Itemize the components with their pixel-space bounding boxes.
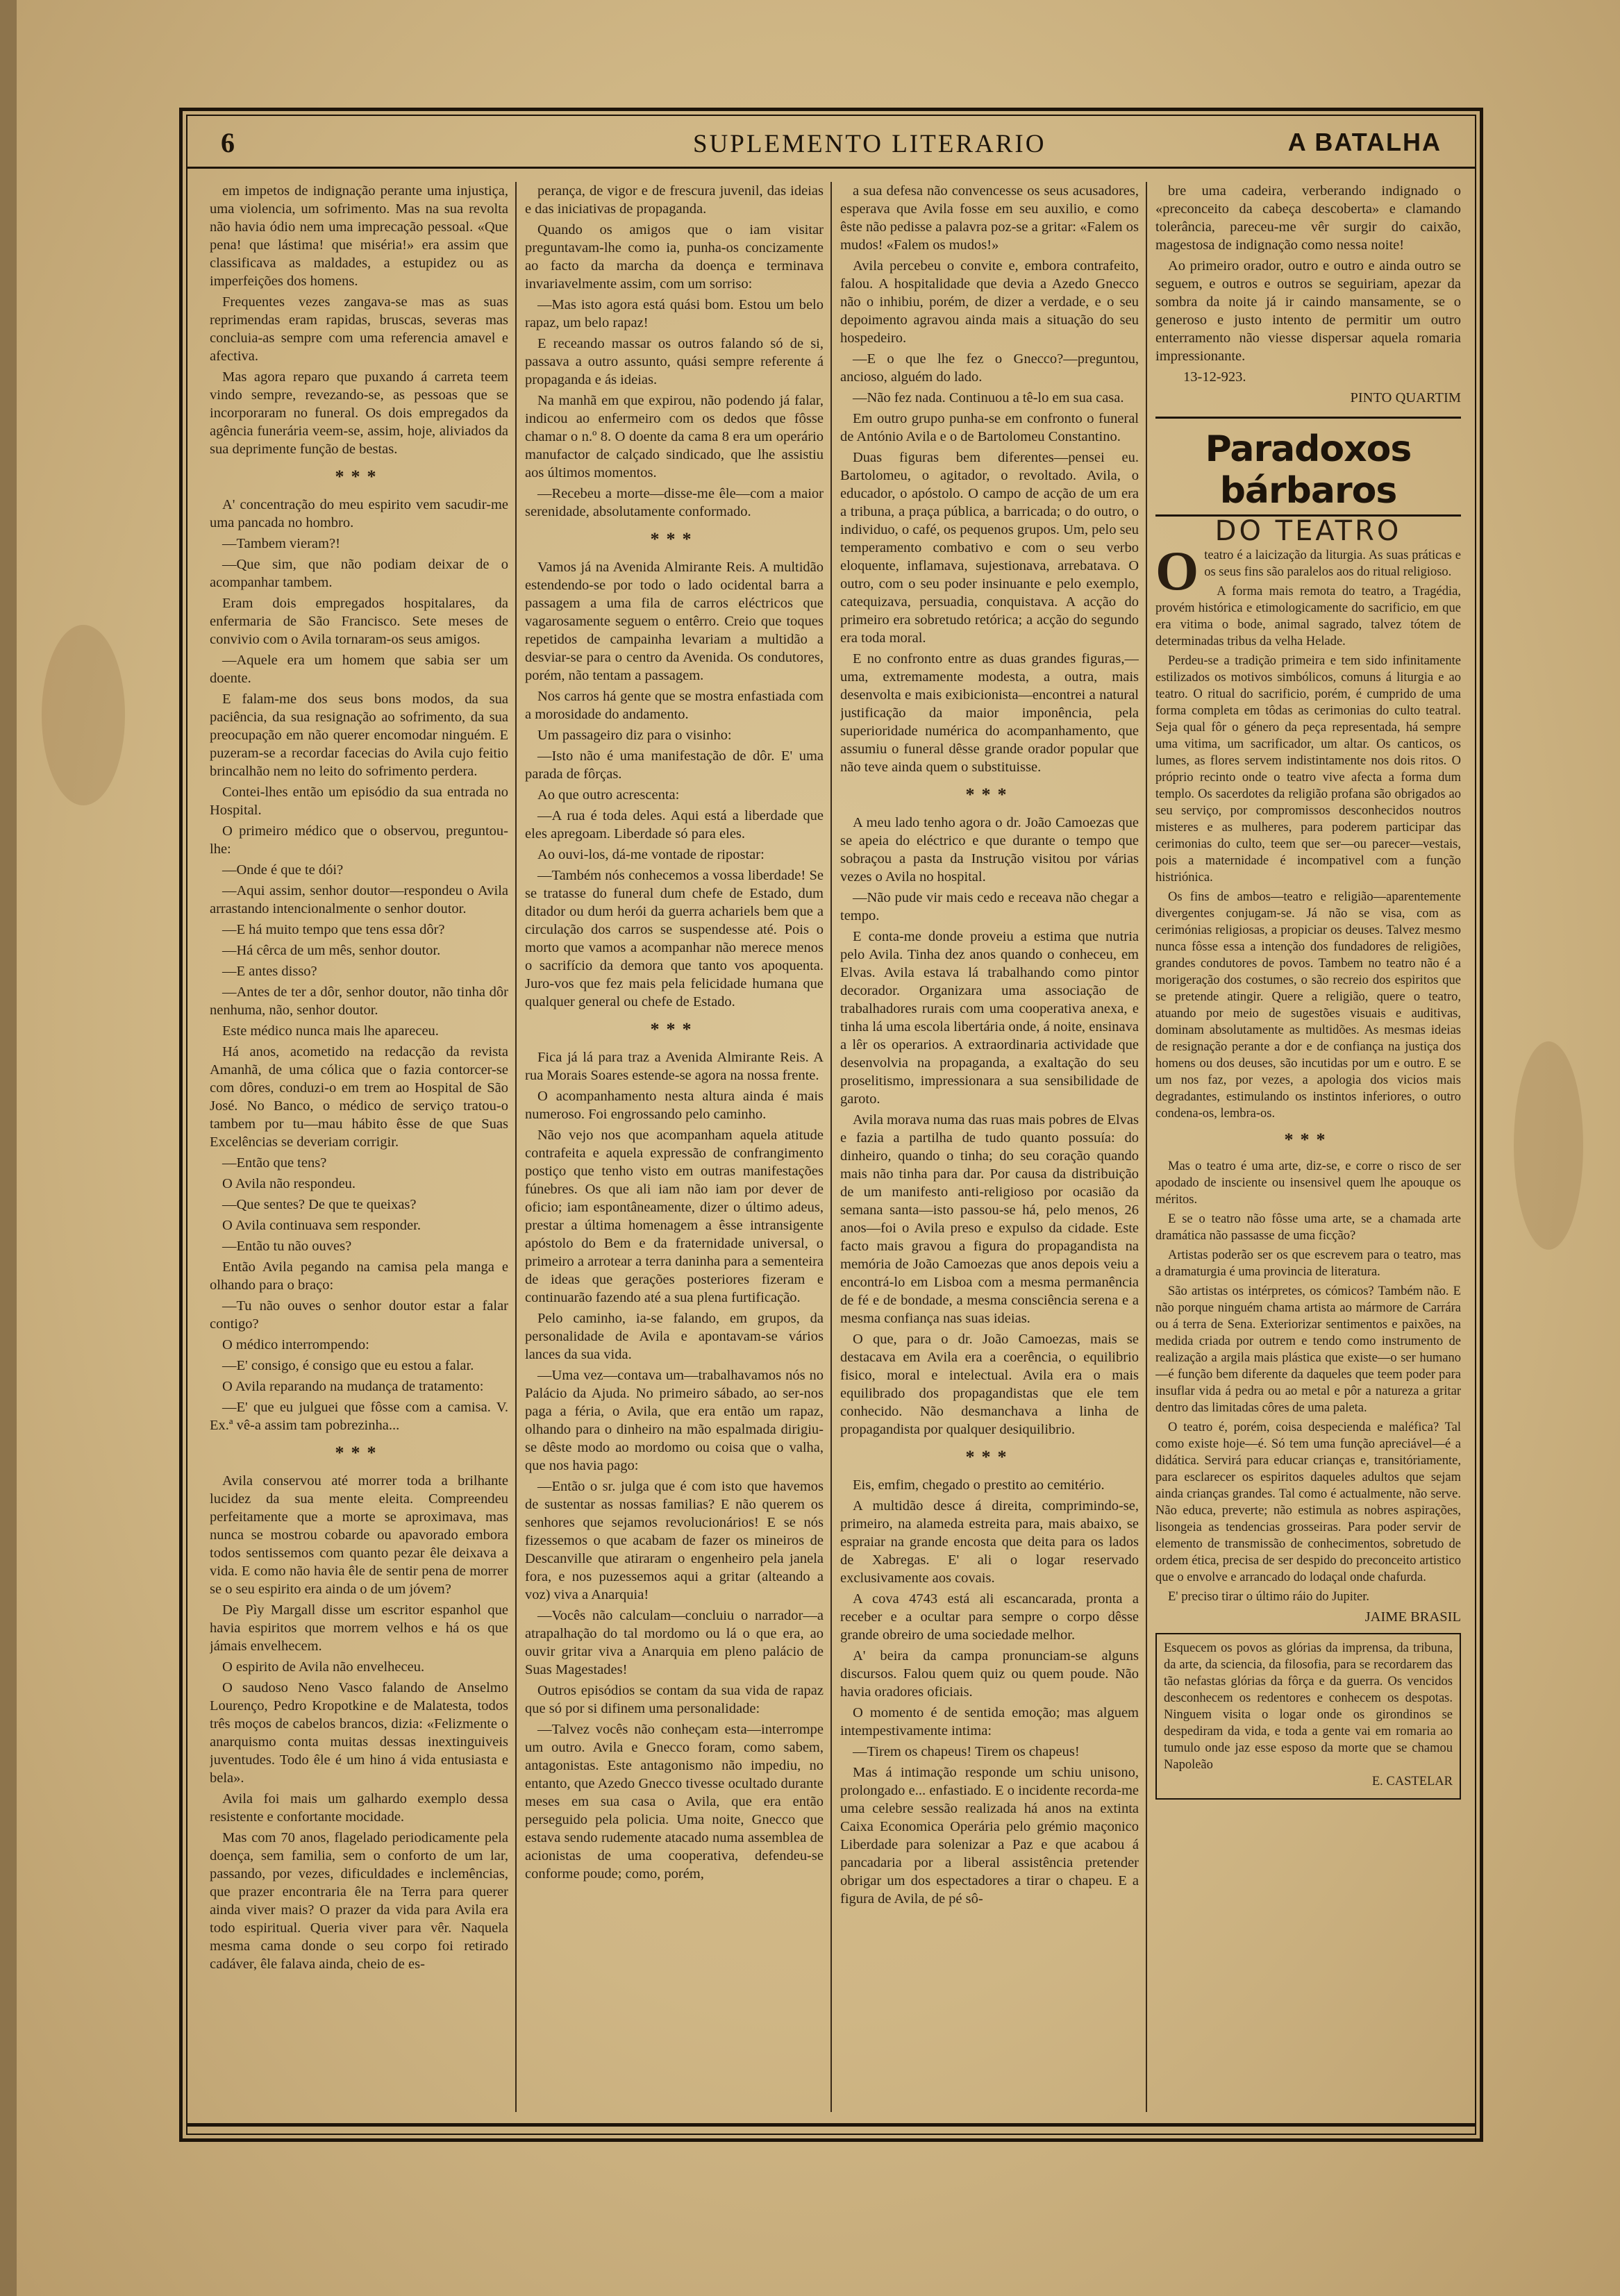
paragraph: E conta-me donde proveiu a estima que nutria pelo Avila. Tinha dez anos quando o conheceu, em Elvas. Avila estava lá trabalhando como pintor decorador. Organizara uma associação de trabalhadores rurais com uma cooperativa anexa, e tinha lá uma escola libertária onde, á noite, ensinava a lêr os operarios. A extraordinaria actividade que desenvolvia na propaganda, a exaltação do seu proselitismo, impressionara a sua sensibilidade de garoto. bbox=[840, 929, 1139, 1107]
paragraph: bre uma cadeira, verberando indignado o «preconceito da cabeça descoberta» e clamando tolerância, pareceu-me vêr surgir do caixão, magestosa de indignação como nessa noite! bbox=[1155, 183, 1461, 253]
paragraph: —Tirem os chapeus! Tirem os chapeus! bbox=[853, 1744, 1080, 1759]
paragraph: —Onde é que te dói? bbox=[222, 862, 344, 878]
paragraph: —Então tu não ouves? bbox=[222, 1239, 352, 1254]
paragraph: —E o que lhe fez o Gnecco?—preguntou, ancioso, alguém do lado. bbox=[840, 351, 1139, 385]
page-header bbox=[179, 118, 1483, 164]
paragraph: —Antes de ter a dôr, senhor doutor, não tinha dôr nenhuma, não, senhor doutor. bbox=[210, 984, 508, 1018]
paragraph: Há anos, acometido na redacção da revista Amanhã, de uma cólica que o fazia contorcer-se com dôres, conduzi-o em trem ao Hospital de São José. No Banco, o médico de serviço tratou-o tambem por tu—mau hábito êsse de que Suas Excelências se deveriam corrigir. bbox=[210, 1044, 508, 1150]
paragraph: A meu lado tenho agora o dr. João Camoezas que se apeia do eléctrico e que durante o tempo que sobraçou a pasta da Instrução visitou por várias vezes o Avila no hospital. bbox=[840, 815, 1139, 885]
paragraph: O teatro é, porém, coisa despecienda e maléfica? Tal como existe hoje—é. Só tem uma função apreciável—é a didática. Servirá para educar crianças e, transitóriamente, para esclarecer os espiritos daqueles adultos que sejam ainda crianças grandes. Tal como é actualmente, não serve. Não educa, preverte; não estimula as nobres aspirações, lisongeia as tendencias grosseiras. Para poder servir de elemento de transmissão de conhecimentos, sobretudo de ordem ética, precisa de ser despido do preconceito artistico que o envolve e arrancado do lodaçal onde chafurda. bbox=[1155, 1421, 1461, 1584]
paragraph: São artistas os intérpretes, os cómicos? Também não. E não porque ninguém chama artista ao mármore de Carrára ou á terra de Sena. Exteriorizar sentimentos e paixões, na medida criada por outrem e tendo como instrumento de realização a argila mais plástica que existe—o ser humano—é função bem diferente da daqueles que teem poder para insuflar vida á pedra ou ao metal e pôr a natureza a gritar dentro das limitadas côres de uma paleta. bbox=[1155, 1284, 1461, 1415]
paper-stain bbox=[1514, 1041, 1583, 1250]
paragraph: Duas figuras bem diferentes—pensei eu. Bartolomeu, o agitador, o revoltado. Avila, o educador, o apóstolo. O campo de acção de um era a tribuna, a praça pública, a barricada; o do outro, o individuo, o café, os pequenos grupos. Um, pelo seu temperamento combativo e com o seu verbo eloquente, inflamava, sujestionava, arrebatava. O outro, com o seu poder insinuante e pelo exemplo, catequizava, persuadia, conquistava. A acção do primeiro era sobretudo retórica; a acção do segundo era toda moral. bbox=[840, 450, 1139, 646]
section-separator: *** bbox=[965, 1447, 1014, 1467]
paragraph: —Então que tens? bbox=[222, 1155, 327, 1171]
torn-paper-edge bbox=[0, 0, 17, 2296]
paragraph: —Tambem vieram?! bbox=[222, 536, 340, 551]
paragraph: —E' que eu julguei que fôsse com a camisa. V. Ex.ª vê-a assim tam pobrezinha... bbox=[210, 1400, 508, 1433]
column-2 bbox=[525, 182, 824, 2112]
section-separator: *** bbox=[650, 1019, 699, 1039]
paragraph: O saudoso Neno Vasco falando de Anselmo Lourenço, Pedro Kropotkine e de Malatesta, todos três moços de cabelos brancos, dizia: «Felizmente o anarquismo conta muitas dessas inextinguiveis juventudes. Todo êle é um hino á vida entusiasta e bela». bbox=[210, 1680, 508, 1786]
article-subtitle: DO TEATRO bbox=[1214, 515, 1402, 547]
section-separator: *** bbox=[1284, 1130, 1333, 1150]
section-separator: *** bbox=[335, 1443, 383, 1463]
paragraph: —Vocês não calculam—concluiu o narrador—a atrapalhação do tal mordomo ou lá o que era, ao ouvir gritar viva a Anarquia em pleno palácio de Suas Magestades! bbox=[525, 1608, 824, 1677]
paragraph: Artistas poderão ser os que escrevem para o teatro, mas a dramaturgia é uma provincia de literatura. bbox=[1155, 1248, 1461, 1279]
paragraph: teatro é a laicização da liturgia. As suas práticas e os seus fins são paralelos aos do ritual religioso. bbox=[1204, 548, 1461, 579]
paragraph: A' concentração do meu espirito vem sacudir-me uma pancada no hombro. bbox=[210, 497, 508, 530]
paragraph: —E há muito tempo que tens essa dôr? bbox=[222, 922, 445, 937]
paragraph: Perdeu-se a tradição primeira e tem sido infinitamente estilizados os motivos simbólicos, comuns á liturgia e ao teatro. O ritual do sacrificio, porém, é cumprido de uma forma completa em tôdas as cerimonias do culto teatral. Seja qual fôr o género da peça representada, há sempre uma vitima, um sacrificador, um altar. Os canticos, os lumes, as flores servem indistintamente nos dois ritos. O próprio recinto onde o teatro vive afecta a forma dum templo. Os sacerdotes da religião profana são obrigados ao seu serviço, por compromissos desconhecidos noutros misteres e as mulheres, para poderem participar das cerimonias do culto, teem que ser—ou parecer—vestais, pois a maternidade é incompativel com a função histriónica. bbox=[1155, 654, 1461, 885]
paper-stain bbox=[42, 625, 125, 805]
paragraph: —Recebeu a morte—disse-me êle—com a maior serenidade, absolutamente conformado. bbox=[525, 486, 824, 519]
paragraph: E receando massar os outros falando só de si, passava a outro assunto, quási sempre referente á propaganda e ás ideias. bbox=[525, 336, 824, 387]
paragraph: Outros episódios se contam da sua vida de rapaz que só por si difinem uma personalidade: bbox=[525, 1683, 824, 1716]
paragraph: —Então o sr. julga que é com isto que havemos de sustentar as nossas familias? E não querem os senhores que sejamos revolucionários! E se nós fizessemos o que acabam de fazer os mineiros de Descanville que atiraram o engenheiro pela janela fora, e nos puzessemos aqui a gritar (alteando a voz) viva a Anarquia! bbox=[525, 1479, 824, 1602]
quote-text: Esquecem os povos as glórias da imprensa, da tribuna, da arte, da sciencia, da filosofia, para se recordarem das tão nefastas glórias da fôrça e da guerra. Os vencidos desconhecem os redentores e conhecem os despotas. Ninguem visita o logar onde os girondinos se despediram da vida, e toda a gente vai em romaria ao tumulo onde jaz esse esposo da morte que se chamou Napoleão bbox=[1164, 1641, 1453, 1772]
paragraph: Contei-lhes então um episódio da sua entrada no Hospital. bbox=[210, 785, 508, 818]
paragraph: perança, de vigor e de frescura juvenil, das ideias e das iniciativas de propaganda. bbox=[525, 183, 824, 217]
section-separator: *** bbox=[335, 467, 383, 487]
paragraph: Fica já lá para traz a Avenida Almirante Reis. A rua Morais Soares estende-se agora na nossa frente. bbox=[525, 1050, 824, 1083]
paragraph: E falam-me dos seus bons modos, da sua paciência, da sua resignação ao sofrimento, da sua preocupação em não querer encomodar ninguém. E puzeram-se a recordar facecias do Avila cujo feitio brincalhão nem no leito do sofrimento perdera. bbox=[210, 692, 508, 779]
paragraph: A' beira da campa pronunciam-se alguns discursos. Falou quem quiz ou quem poude. Não havia oradores oficiais. bbox=[840, 1648, 1139, 1700]
header-rule bbox=[186, 167, 1476, 169]
paragraph: Avila morava numa das ruas mais pobres de Elvas e fazia a partilha de tudo quanto possuía: do dinheiro, quando o tinha; do seu coração quando mais não tinha para dar. Por causa da distribuição de um manifesto anti-religioso por ocasião da semana santa—isto passou-se há, pelo menos, 26 anos—foi o Avila preso e expulso da cidade. Este facto mais gravou a figura do propagandista na memória de João Camoezas que anos depois veiu a encontrá-lo em Lisboa com a mesma permanência de fé e de bondade, a mesma consciência serena e a mesma confiança nas suas ideias. bbox=[840, 1112, 1139, 1326]
paragraph: E no confronto entre as duas grandes figuras,—uma, extremamente modesta, a outra, mais desenvolta e mais exibicionista—encontrei a natural justificação da maior imponência, pela superioridade numérica do acompanhamento, que assumiu o funeral dêsse grande orador popular que não teve ainda quem o substituisse. bbox=[840, 651, 1139, 775]
paragraph: —E' consigo, é consigo que eu estou a falar. bbox=[222, 1358, 474, 1373]
section-separator: *** bbox=[650, 529, 699, 549]
paragraph: Ao ouvi-los, dá-me vontade de ripostar: bbox=[537, 847, 765, 862]
paragraph: E' preciso tirar o último ráio do Jupiter. bbox=[1168, 1590, 1370, 1604]
paragraph: Eram dois empregados hospitalares, da enfermaria de São Francisco. Sete meses de convivio com o Avila tornaram-os seus amigos. bbox=[210, 596, 508, 647]
article-title: Paradoxos bárbaros bbox=[1155, 428, 1461, 517]
paragraph: A cova 4743 está ali escancarada, pronta a receber e a ocultar para sempre o corpo dêsse grande obreiro de uma sociedade melhor. bbox=[840, 1591, 1139, 1643]
paragraph: Mas com 70 anos, flagelado periodicamente pela doença, sem familia, sem o conforto de um lar, passando, por vezes, dificuldades e inclemências, que prazer encontraria êle na Terra para querer ainda viver mais? O prazer da vida para Avila era todo espiritual. Queria viver para vêr. Naquela mesma cama donde o seu corpo foi retirado cadáver, êle falava ainda, cheio de es- bbox=[210, 1830, 508, 1972]
column-rule bbox=[1146, 182, 1147, 2112]
paragraph: Vamos já na Avenida Almirante Reis. A multidão estendendo-se por todo o lado ocidental barra a passagem a uma fila de carros eléctricos que vagarosamente seguem o entêrro. Creio que toques repetidos de campainha levariam a multidão a desviar-se para o centro da Avenida. Os condutores, porém, não tentam a passagem. bbox=[525, 560, 824, 683]
paragraph: Em outro grupo punha-se em confronto o funeral de António Avila e o de Bartolomeu Constantino. bbox=[840, 411, 1139, 444]
supplement-title: SUPLEMENTO LITERARIO bbox=[693, 130, 1046, 158]
article-date: 13-12-923. bbox=[1183, 369, 1246, 385]
paragraph: O Avila continuava sem responder. bbox=[222, 1218, 421, 1233]
paragraph: Pelo caminho, ia-se falando, em grupos, da personalidade de Avila e apontavam-se vários lances da sua vida. bbox=[525, 1311, 824, 1362]
section-rule bbox=[1155, 417, 1461, 419]
paragraph: Eis, emfim, chegado o prestito ao cemitério. bbox=[853, 1477, 1105, 1493]
quote-box bbox=[1155, 1633, 1461, 1800]
column-rule bbox=[515, 182, 517, 2112]
column-1 bbox=[210, 182, 508, 2112]
newspaper-name: A BATALHA bbox=[1287, 128, 1442, 156]
paragraph: O Avila não respondeu. bbox=[222, 1176, 356, 1191]
article-body bbox=[1155, 541, 1461, 1605]
paragraph: Este médico nunca mais lhe apareceu. bbox=[222, 1023, 439, 1039]
paragraph: em impetos de indignação perante uma injustiça, uma violencia, um sofrimento. Mas na sua revolta não havia ódio nem uma imprecação pessoal. «Que pena! que lástima! que miséria!» era assim que classificava as maldades, a estupidez ou as imperfeições dos homens. bbox=[210, 183, 508, 289]
author-signature: PINTO QUARTIM bbox=[1350, 390, 1461, 405]
paragraph: —Mas isto agora está quási bom. Estou um belo rapaz, um belo rapaz! bbox=[525, 297, 824, 330]
paragraph: Frequentes vezes zangava-se mas as suas reprimendas eram rapidas, bruscas, severas mas concluia-as sempre com uma referencia amavel e afectiva. bbox=[210, 294, 508, 364]
paragraph: —Uma vez—contava um—trabalhavamos nós no Palácio da Ajuda. No primeiro sábado, ao ser-nos paga a féria, o Avila, que era então um rapaz, olhando para o dinheiro na mão espalmada dirigiu-se dêste modo ao mordomo ou coisa que o valha, que nos havia pago: bbox=[525, 1368, 824, 1473]
paragraph: —Talvez vocês não conheçam esta—interrompe um outro. Avila e Gnecco foram, como sabem, antagonistas. Este antagonismo não impediu, no entanto, que Azedo Gnecco tivesse ocultado durante meses em sua casa o Avila, que era então perseguido pela policia. Uma noite, Gnecco que estava sendo rudemente atacado numa assemblea de acionistas de uma cooperativa, defendeu-se conforme poude; como, porém, bbox=[525, 1722, 824, 1882]
paragraph: Ao que outro acrescenta: bbox=[537, 787, 680, 803]
paragraph: A forma mais remota do teatro, a Tragédia, provém histórica e etimologicamente do sacrificio, em que era vitima o bode, animal sagrado, talvez tótem de determinadas tribus da velha Helade. bbox=[1155, 585, 1461, 648]
paragraph: Avila conservou até morrer toda a brilhante lucidez da sua mente eleita. Compreendeu perfeitamente que a morte se aproximava, mas nunca se mostrou cobarde ou apavorado embora todos sentissemos com quanto pezar êle deixava a vida. E como não havia êle de sentir pena de morrer se o seu espirito era ainda o de um jóvem? bbox=[210, 1473, 508, 1597]
author-signature: JAIME BRASIL bbox=[1364, 1609, 1461, 1625]
paragraph: Não vejo nos que acompanham aquela atitude contrafeita e aquela expressão de confrangimento postiço que tenho visto em outras manifestações fúnebres. Os que ali iam não iam por dever de oficio; iam espontâneamente, dizer o último adeus, prestar a última homenagem a êsse intransigente apóstolo do Bem e da fraternidade universal, o primeiro a arrotear a terra daninha para a sementeira de ideas que gerações posteriores fizeram e continuarão fazendo até a sua plena furtificação. bbox=[525, 1128, 824, 1305]
paragraph: Avila foi mais um galhardo exemplo dessa resistente e confortante mocidade. bbox=[210, 1791, 508, 1825]
column-4 bbox=[1155, 182, 1461, 2112]
paragraph: Nos carros há gente que se mostra enfastiada com a morosidade do andamento. bbox=[525, 689, 824, 722]
paragraph: De Pìy Margall disse um escritor espanhol que havia espiritos que morrem velhos e há os que jámais envelhecem. bbox=[210, 1602, 508, 1654]
paragraph: —Tu não ouves o senhor doutor estar a falar contigo? bbox=[210, 1298, 508, 1332]
paragraph: Ao primeiro orador, outro e outro e ainda outro se seguem, e outros e outros se seguiriam, apezar da sombra da noite já ir caindo mansamente, se o generoso e justo intento de permitir um outro enterramento não viesse dispersar aquela romaria impressionante. bbox=[1155, 258, 1461, 364]
column-3 bbox=[840, 182, 1139, 2112]
paragraph: O Avila reparando na mudança de tratamento: bbox=[222, 1379, 484, 1394]
paragraph: O espirito de Avila não envelheceu. bbox=[222, 1659, 425, 1675]
paragraph: E se o teatro não fôsse uma arte, se a chamada arte dramática não passasse de uma ficção? bbox=[1155, 1212, 1461, 1243]
paragraph: O momento é de sentida emoção; mas alguem intempestivamente intima: bbox=[840, 1705, 1139, 1738]
quote-author: E. CASTELAR bbox=[1371, 1775, 1453, 1788]
paragraph: —Que sentes? De que te queixas? bbox=[222, 1197, 417, 1212]
paragraph: Mas o teatro é uma arte, diz-se, e corre o risco de ser apodado de insciente ou insensivel quem lhe apouque os méritos. bbox=[1155, 1159, 1461, 1207]
paragraph: Os fins de ambos—teatro e religião—aparentemente divergentes conjugam-se. Já não se visa, com as cerimónias religiosas, a propiciar os deuses. Talvez mesmo nunca fôsse essa a intenção dos fundadores de religiões, grandes condutores de povos. Tambem no teatro não é a morigeração dos costumes, o são recreio dos espiritos que se pretende atingir. Quere a religião, quere o teatro, atuando por meio de sugestões visuais e auditivas, dominam absolutamente as multidões. As mesmas ideias de resignação perante a dor e de confiança na justiça dos homens ou dos deuses, são incutidas por um e outro. E se um nos faz, por vezes, a apologia dos vicios mais degradantes, estimulando os instintos inferiores, o outro condena-os, lembra-os. bbox=[1155, 890, 1461, 1121]
drop-cap: O bbox=[1155, 541, 1199, 602]
page-number: 6 bbox=[221, 127, 235, 158]
paragraph: Quando os amigos que o iam visitar preguntavam-lhe como ia, punha-os concizamente ao facto da marcha da doença e terminava invariavelmente assim, com um sorriso: bbox=[525, 222, 824, 292]
paragraph: —Também nós conhecemos a vossa liberdade! Se se tratasse do funeral dum chefe de Estado, dum ditador ou dum herói da guerra achariels bem que a circulação dos carros se suspendesse até. Pois o morto que vamos a acompanhar não merece menos o sacrifício da demora que tanto vos apoquenta. Juro-vos que fez mais pela felicidade humana que qualquer general ou chefe de Estado. bbox=[525, 868, 824, 1009]
paragraph: Então Avila pegando na camisa pela manga e olhando para o braço: bbox=[210, 1259, 508, 1293]
paragraph: —Que sim, que não podiam deixar de o acompanhar tambem. bbox=[210, 557, 508, 590]
footer-rule bbox=[186, 2123, 1476, 2127]
paragraph: Na manhã em que expirou, não podendo já falar, indicou ao enfermeiro com os dedos que fôsse chamar o n.º 8. O doente da cama 8 era um operário manufactor de calçado sindicado, que lhe assistiu aos últimos momentos. bbox=[525, 393, 824, 480]
paragraph: O acompanhamento nesta altura ainda é mais numeroso. Foi engrossando pelo caminho. bbox=[525, 1089, 824, 1122]
paragraph: —Isto não é uma manifestação de dôr. E' uma parada de fôrças. bbox=[525, 748, 824, 782]
paragraph: a sua defesa não convencesse os seus acusadores, esperava que Avila fosse em seu auxilio, e como êste não pedisse a palavra poz-se a gritar: «Falem os mudos! «Falem os mudos!» bbox=[840, 183, 1139, 253]
paragraph: —Aqui assim, senhor doutor—respondeu o Avila arrastando intencionalmente o senhor doutor. bbox=[210, 883, 508, 916]
paragraph: —Aquele era um homem que sabia ser um doente. bbox=[210, 653, 508, 686]
paragraph: —Há cêrca de um mês, senhor doutor. bbox=[222, 943, 441, 958]
section-separator: *** bbox=[965, 785, 1014, 805]
paragraph: —Não fez nada. Continuou a tê-lo em sua casa. bbox=[853, 390, 1124, 405]
paragraph: O primeiro médico que o observou, preguntou-lhe: bbox=[210, 823, 508, 857]
paragraph: Um passageiro diz para o visinho: bbox=[537, 728, 732, 743]
paragraph: A multidão desce á direita, comprimindo-se, primeiro, na alameda estreita para, mais abaixo, se espraiar na grande encosta que deita para os lados de Xabregas. E' ali o logar reservado exclusivamente aos covais. bbox=[840, 1498, 1139, 1586]
paragraph: —Não pude vir mais cedo e receava não chegar a tempo. bbox=[840, 890, 1139, 923]
paragraph: Mas á intimação responde um schiu unisono, prolongado e... enfastiado. E o incidente recorda-me uma celebre sessão realizada há anos na extinta Caixa Economica Operária pelo grémio maçonico Liberdade para solenizar a Paz e que acabou á pancadaria por a liberal assistência pretender obrigar um dos espectadores a tirar o chapeu. E a figura de Avila, de pé sô- bbox=[840, 1765, 1139, 1907]
paragraph: O médico interrompendo: bbox=[222, 1337, 369, 1352]
paragraph: —E antes disso? bbox=[222, 964, 317, 979]
paragraph: Mas agora reparo que puxando á carreta teem vindo sempre, revezando-se, as pessoas que se incorporaram no funeral. Os dois empregados da agência funerária veem-se, assim, hoje, aliviados da sua deprimente função de bestas. bbox=[210, 369, 508, 457]
paragraph: O que, para o dr. João Camoezas, mais se destacava em Avila era a coerência, o equilibrio fisico, moral e intelectual. Avila era o mais equilibrado dos propagandistas que ele tem conhecido. Não desmanchava a linha de propagandista por qualquer desiquilibrio. bbox=[840, 1332, 1139, 1437]
paragraph: —A rua é toda deles. Aqui está a liberdade que eles apregoam. Liberdade só para eles. bbox=[525, 808, 824, 841]
column-rule bbox=[830, 182, 832, 2112]
paragraph: Avila percebeu o convite e, embora contrafeito, falou. A hospitalidade que devia a Azedo Gnecco não o inhibiu, porém, de dizer a verdade, e o seu depoimento agravou ainda mais a situação do seu hospedeiro. bbox=[840, 258, 1139, 346]
article-conclusion bbox=[1155, 182, 1461, 365]
